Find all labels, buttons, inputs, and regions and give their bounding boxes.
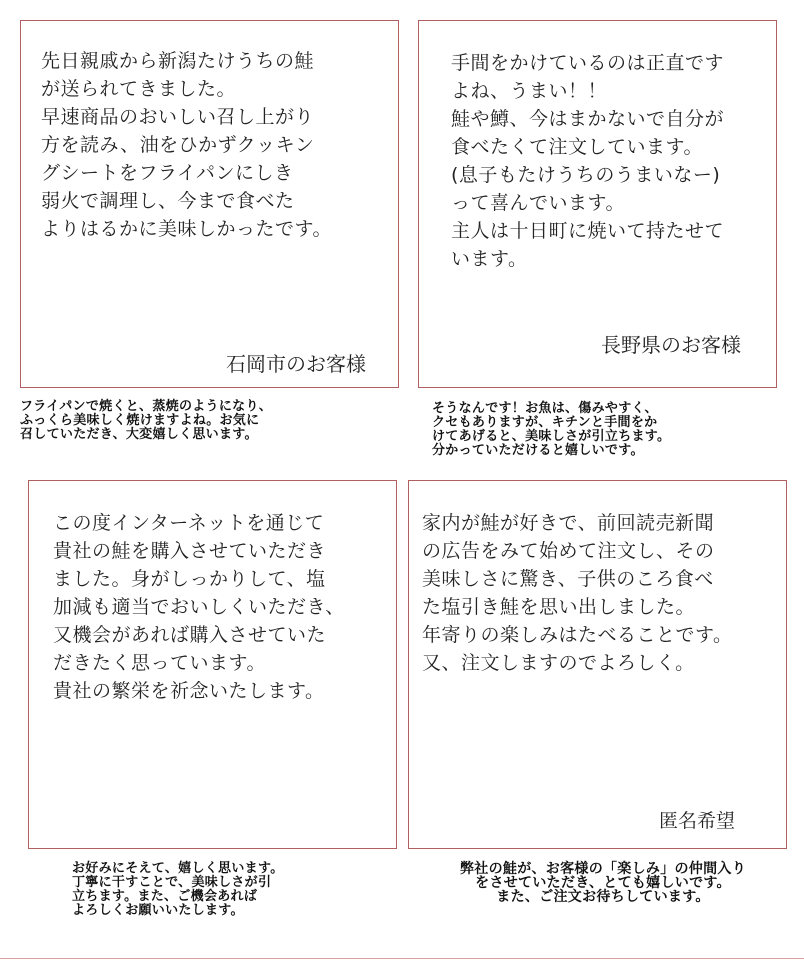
text-line: 貴社の繁栄を祈念いたします。 xyxy=(53,680,325,702)
testimonial-text xyxy=(422,509,732,677)
reply-line: お好みにそえて、嬉しく思います。 xyxy=(72,861,284,876)
text-line: 手間をかけているのは正直です xyxy=(451,52,725,74)
reply-line: けてあげると、美味しさが引立ちます。 xyxy=(432,429,671,444)
text-line: よね、うまい！！ xyxy=(451,80,608,102)
testimonial-text xyxy=(53,509,345,705)
reply-line: 分かっていただけると嬉しいです。 xyxy=(432,443,644,458)
text-line: 加減も適当でおいしくいただき、 xyxy=(53,596,345,618)
text-line: (息子もたけうちのうまいなー) xyxy=(451,164,721,186)
text-line: 貴社の鮭を購入させていただき xyxy=(53,540,327,562)
customer-signature: 石岡市のお客様 xyxy=(226,352,366,376)
testimonial-text xyxy=(41,47,332,243)
text-line: 早速商品のおいしい召し上がり xyxy=(41,106,315,128)
testimonial-card-2 xyxy=(418,20,777,388)
shop-reply-1 xyxy=(20,400,272,442)
reply-line: 召していただき、大変嬉しく思います。 xyxy=(20,427,258,442)
text-line: 家内が鮭が好きで、前回読売新聞 xyxy=(422,512,715,534)
text-line: の広告をみて始めて注文し、その xyxy=(422,540,715,562)
text-line: ました。身がしっかりして、塩 xyxy=(53,568,326,590)
testimonial-card-4 xyxy=(408,480,787,849)
reply-line: クセもありますが、キチンと手間をか xyxy=(432,415,658,430)
page-divider xyxy=(0,958,804,959)
reply-line: をさせていただき、とても嬉しいです。 xyxy=(475,875,731,891)
text-line: この度インターネットを通じて xyxy=(53,512,325,534)
reply-line: そうなんです！お魚は、傷みやすく、 xyxy=(432,401,658,416)
text-line: 主人は十日町に焼いて持たせて xyxy=(451,220,725,242)
text-line: 又、注文しますのでよろしく。 xyxy=(422,652,695,674)
shop-reply-3 xyxy=(72,862,284,918)
text-line: 年寄りの楽しみはたべることです。 xyxy=(422,624,733,646)
text-line: 弱火で調理し、今まで食べた xyxy=(41,190,295,212)
shop-reply-2 xyxy=(432,402,670,458)
text-line: 美味しさに驚き、子供のころ食べ xyxy=(422,568,714,590)
text-line: 先日親戚から新潟たけうちの鮭 xyxy=(41,50,315,72)
reply-line: 弊社の鮭が、お客様の「楽しみ」の仲間入り xyxy=(460,861,746,877)
reply-line: フライパンで焼くと、蒸焼のようになり、 xyxy=(20,399,273,414)
text-line: が送られてきました。 xyxy=(41,78,237,100)
text-line: グシートをフライパンにしき xyxy=(41,162,294,184)
text-line: います。 xyxy=(451,248,528,270)
text-line: よりはるかに美味しかったです。 xyxy=(41,218,332,240)
text-line: だきたく思っています。 xyxy=(53,652,266,674)
text-line: 食べたくて注文しています。 xyxy=(451,136,703,158)
reply-line: ふっくら美味しく焼けますよね。お気に xyxy=(20,413,260,428)
reply-line: 丁寧に干すことで、美味しさが引 xyxy=(72,875,272,890)
text-line: って喜んでいます。 xyxy=(451,192,625,214)
text-line: 方を読み、油をひかずクッキン xyxy=(41,134,315,156)
text-line: 又機会があれば購入させていた xyxy=(53,624,327,646)
text-line: 鮭や鱒、今はまかないで自分が xyxy=(451,108,725,130)
text-line: た塩引き鮭を思い出しました。 xyxy=(422,596,696,618)
testimonial-text xyxy=(451,49,724,273)
shop-reply-4 xyxy=(428,862,778,904)
customer-signature: 長野県のお客様 xyxy=(601,333,741,357)
reply-line: よろしくお願いいたします。 xyxy=(72,903,244,918)
reply-line: また、ご注文お待ちしています。 xyxy=(496,889,710,905)
reply-line: 立ちます。また、ご機会あれば xyxy=(72,889,258,904)
testimonial-card-1 xyxy=(20,20,399,388)
customer-signature: 匿名希望 xyxy=(659,810,736,832)
testimonial-card-3 xyxy=(28,480,397,849)
